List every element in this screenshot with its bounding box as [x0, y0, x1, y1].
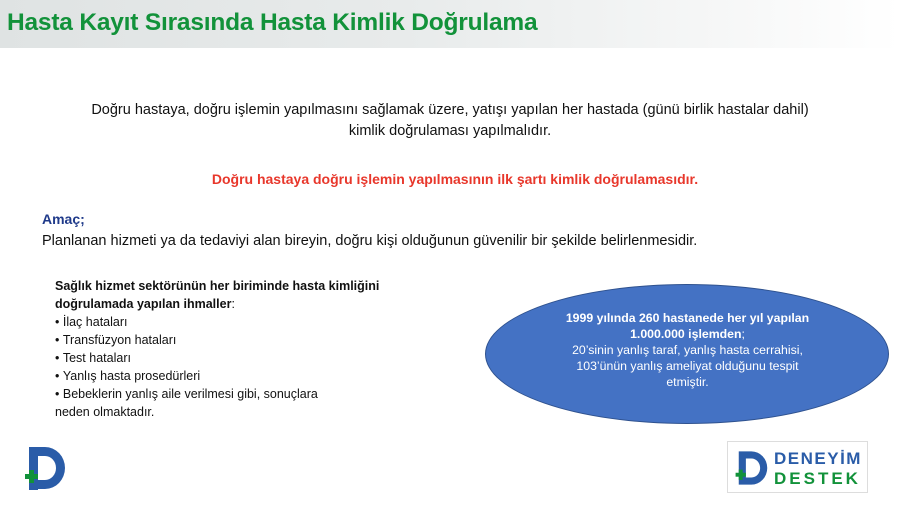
- title-bar: [0, 0, 900, 48]
- statistics-text: [520, 310, 855, 390]
- aim-text: Planlanan hizmeti ya da tedaviyi alan bireyin, doğru kişi olduğunun güvenilir bir şekilde belirlenmesidir.: [42, 233, 698, 249]
- list-item: • Bebeklerin yanlış aile verilmesi gibi, sonuçlara: [55, 385, 415, 403]
- page-title: Hasta Kayıt Sırasında Hasta Kimlik Doğrulama: [7, 9, 538, 36]
- errors-title-line-2-text: doğrulamada yapılan ihmaller: [55, 297, 232, 311]
- errors-tail: neden olmaktadır.: [55, 405, 155, 419]
- list-item: • Yanlış hasta prosedürleri: [55, 367, 415, 385]
- brand-mark-icon: [735, 449, 771, 487]
- list-item: • Test hataları: [55, 349, 415, 367]
- brand-name-line-1: DENEYİM: [774, 449, 862, 468]
- brand-logo: [727, 441, 868, 493]
- statistics-line-3: 20’sinin yanlış taraf, yanlış hasta cerrahisi,: [572, 343, 803, 357]
- statistics-bold-suffix: ;: [741, 327, 745, 341]
- errors-title-line-1: Sağlık hizmet sektörünün her biriminde hasta kimliğini: [55, 279, 380, 293]
- statistics-line-2: [520, 326, 855, 342]
- list-item: • Transfüzyon hataları: [55, 331, 415, 349]
- statistics-line-4: 103’ünün yanlış ameliyat olduğunu tespit: [576, 359, 799, 373]
- brand-name-line-2: DESTEK: [774, 469, 861, 488]
- errors-title-suffix: :: [231, 297, 235, 311]
- errors-list: [55, 313, 415, 403]
- intro-line-1: Doğru hastaya, doğru işlemin yapılmasını sağlamak üzere, yatışı yapılan her hastada (günü birlik hastalar dahil): [91, 102, 809, 118]
- statistics-line-5: etmiştir.: [666, 375, 709, 389]
- brand-logo-icon: [25, 444, 69, 492]
- statistics-bold-line-2: 1.000.000 işlemden: [630, 327, 742, 341]
- errors-block: [55, 277, 415, 421]
- statistics-bold-line-1: 1999 yılında 260 hastanede her yıl yapılan: [565, 311, 810, 325]
- intro-paragraph: [40, 100, 860, 142]
- intro-line-2: kimlik doğrulaması yapılmalıdır.: [348, 123, 552, 139]
- list-item: • İlaç hataları: [55, 313, 415, 331]
- highlight-statement: Doğru hastaya doğru işlemin yapılmasının ilk şartı kimlik doğrulamasıdır.: [211, 171, 699, 187]
- errors-title-line-2: [55, 295, 415, 313]
- errors-title: [55, 277, 415, 313]
- aim-heading: Amaç;: [42, 211, 85, 227]
